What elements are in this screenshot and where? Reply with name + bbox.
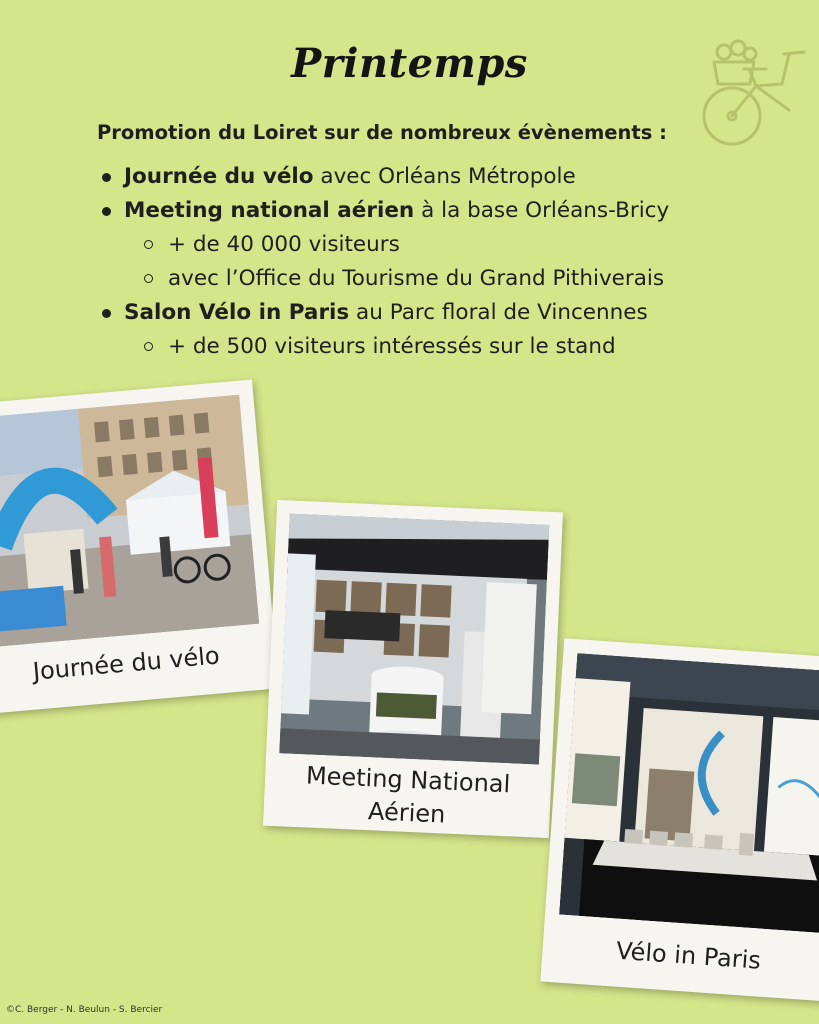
photo-caption: Journée du vélo (31, 641, 221, 686)
event-name: Meeting national aérien (124, 198, 415, 223)
photo-velo-in-paris (559, 653, 819, 933)
polaroid-journee-velo (0, 380, 279, 715)
page-title: Printemps (291, 40, 528, 87)
polaroid-velo-in-paris (540, 638, 819, 1002)
sub-list-item: avec l’Office du Tourisme du Grand Pithiverais (124, 262, 669, 296)
list-item (100, 194, 669, 296)
event-list (100, 160, 669, 364)
photo-caption: Vélo in Paris (615, 936, 762, 975)
bullet-circle-icon (144, 274, 153, 283)
photo-credit: ©C. Berger - N. Beulun - S. Bercier (6, 1005, 163, 1015)
photo-caption: Meeting National Aérien (305, 761, 511, 829)
bullet-dot-icon (102, 207, 111, 216)
sub-list (124, 228, 669, 296)
photo-journee-velo (0, 395, 259, 648)
event-details: avec Orléans Métropole (313, 164, 576, 189)
bullet-dot-icon (102, 173, 111, 182)
event-name: Salon Vélo in Paris (124, 300, 350, 325)
event-name: Journée du vélo (124, 164, 314, 189)
list-item (100, 296, 669, 364)
sub-list-item: + de 40 000 visiteurs (124, 228, 669, 262)
sub-list (124, 330, 669, 364)
bullet-circle-icon (144, 342, 153, 351)
bullet-circle-icon (144, 240, 153, 249)
event-details: à la base Orléans-Bricy (414, 198, 670, 223)
sub-list-item: + de 500 visiteurs intéressés sur le stand (124, 330, 669, 364)
bullet-dot-icon (102, 309, 111, 318)
list-item (100, 160, 669, 194)
intro-heading: Promotion du Loiret sur de nombreux évènements : (97, 121, 667, 144)
polaroid-meeting-aerien (263, 500, 563, 838)
photo-meeting-aerien (279, 513, 549, 764)
event-details: au Parc floral de Vincennes (349, 300, 648, 325)
